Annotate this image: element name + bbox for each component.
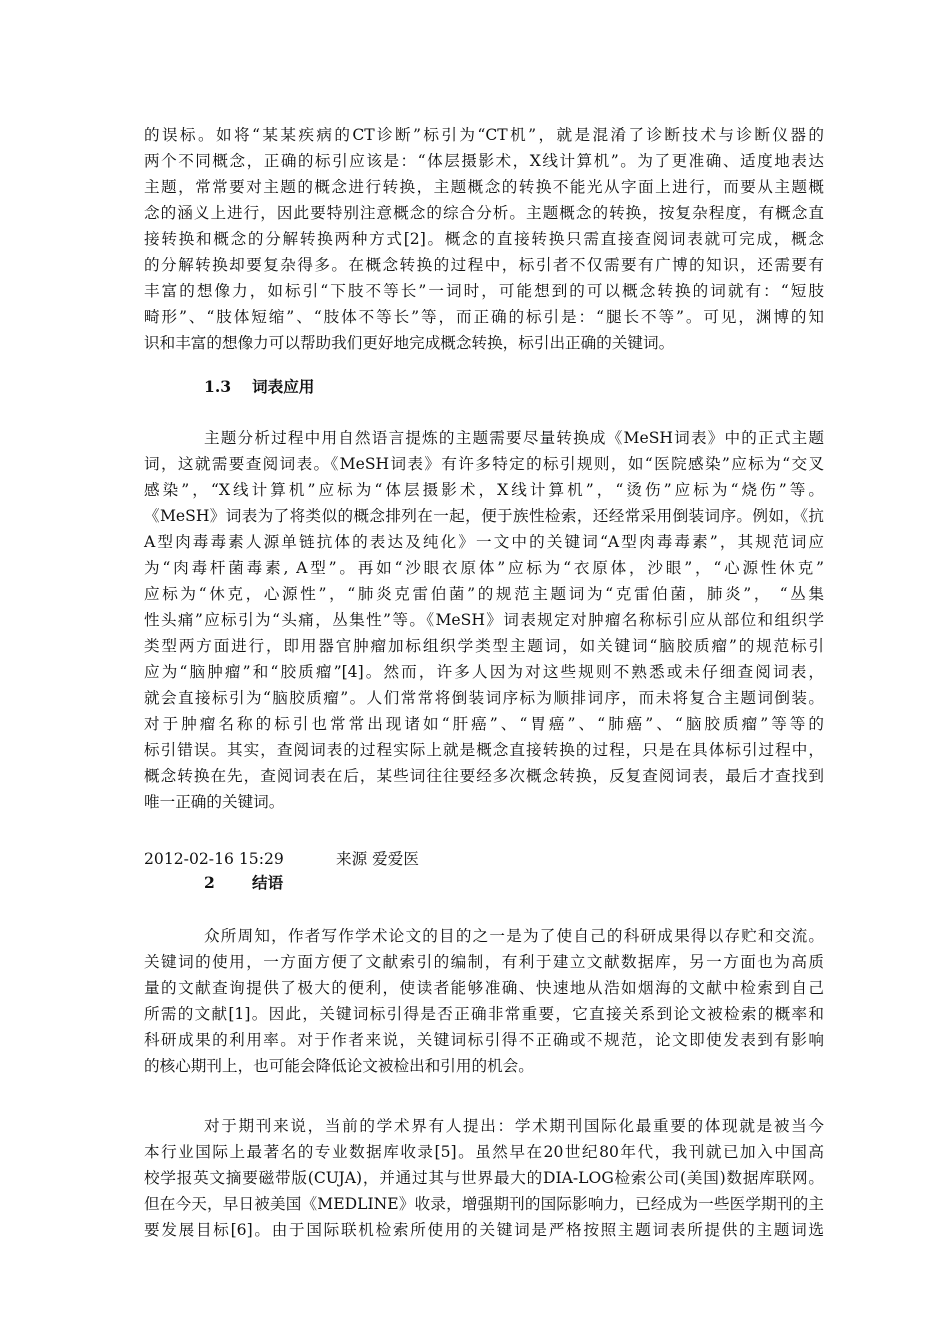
post-datetime: 2012-02-16 15:29 [144,850,284,868]
paragraph-2-line: 性头痛”应标引为“头痛，丛集性”等。《MeSH》词表规定对肿瘤名称标引应从部位和组织学 [144,611,824,629]
paragraph-1-line: 的分解转换却要复杂得多。在概念转换的过程中，标引者不仅需要有广博的知识，还需要有 [144,256,824,274]
section-number: 2 [204,873,215,892]
paragraph-1-line: 主题，常常要对主题的概念进行转换，主题概念的转换不能光从字面上进行，而要从主题概 [144,178,824,196]
paragraph-3-line: 的核心期刊上，也可能会降低论文被检出和引用的机会。 [144,1057,534,1075]
section-number: 1.3 [204,377,232,396]
paragraph-2-line: 词，这就需要查阅词表。《MeSH词表》有许多特定的标引规则，如“医院感染”应标为“交叉 [144,455,824,473]
paragraph-2-line: 标引错误。其实，查阅词表的过程实际上就是概念直接转换的过程，只是在具体标引过程中， [144,741,824,759]
paragraph-3-line: 关键词的使用，一方面方便了文献索引的编制，有利于建立文献数据库，另一方面也为高质 [144,953,824,971]
paragraph-3-line: 科研成果的利用率。对于作者来说，关键词标引得不正确或不规范，论文即使发表到有影响 [144,1031,824,1049]
section-heading-1-3 [204,376,314,398]
paragraph-2-line: 唯一正确的关键词。 [144,793,285,811]
paragraph-1-line: 畸形”、“肢体短缩”、“肢体不等长”等，而正确的标引是：“腿长不等”。可见，渊博的知 [144,308,824,326]
paragraph-2-line: 《MeSH》词表为了将类似的概念排列在一起，便于族性检索，还经常采用倒装词序。例如，《抗 [144,507,824,525]
paragraph-2-line: A型肉毒毒素人源单链抗体的表达及纯化》一文中的关键词“A型肉毒毒素”，其规范词应 [144,533,824,551]
paragraph-2-line: 类型两方面进行，即用器官肿瘤加标组织学类型主题词，如关键词“脑胶质瘤”的规范标引 [144,637,824,655]
paragraph-1-line: 念的涵义上进行，因此要特别注意概念的综合分析。主题概念的转换，按复杂程度，有概念直 [144,204,824,222]
paragraph-3-line: 所需的文献[1]。因此，关键词标引得是否正确非常重要，它直接关系到论文被检索的概率和 [144,1005,824,1023]
paragraph-2-line: 就会直接标引为“脑胶质瘤”。人们常常将倒装词序标为顺排词序，而未将复合主题词倒装。 [144,689,824,707]
paragraph-4-line: 但在今天，早日被美国《MEDLINE》收录，增强期刊的国际影响力，已经成为一些医学期刊的主 [144,1195,824,1213]
paragraph-4-line: 本行业国际上最著名的专业数据库收录[5]。虽然早在20世纪80年代，我刊就已加入中国高 [144,1143,824,1161]
section-heading-2 [204,872,283,894]
paragraph-3-line: 众所周知，作者写作学术论文的目的之一是为了使自己的科研成果得以存贮和交流。 [204,927,824,945]
paragraph-2-line: 主题分析过程中用自然语言提炼的主题需要尽量转换成《MeSH词表》中的正式主题 [204,429,824,447]
paragraph-3-line: 量的文献查询提供了极大的便利，使读者能够准确、快速地从浩如烟海的文献中检索到自己 [144,979,824,997]
paragraph-4-line: 对于期刊来说，当前的学术界有人提出：学术期刊国际化最重要的体现就是被当今 [204,1117,824,1135]
paragraph-1-line: 接转换和概念的分解转换两种方式[2]。概念的直接转换只需直接查阅词表就可完成，概念 [144,230,824,248]
paragraph-2-line: 为“肉毒杆菌毒素, A型”。再如“沙眼衣原体”应标为“衣原体，沙眼”，“心源性休克” [144,559,824,577]
section-title: 结语 [252,873,284,892]
paragraph-4-line: 校学报英文摘要磁带版(CUJA)，并通过其与世界最大的DIA-LOG检索公司(美国)数据库联网。 [144,1169,824,1187]
paragraph-2-line: 概念转换在先，查阅词表在后，某些词往往要经多次概念转换，反复查阅词表，最后才查找到 [144,767,824,785]
paragraph-2-line: 应为“脑肿瘤”和“胶质瘤”[4]。然而，许多人因为对这些规则不熟悉或未仔细查阅词表， [144,663,824,681]
paragraph-1-line: 的误标。如将“某某疾病的CT诊断”标引为“CT机”，就是混淆了诊断技术与诊断仪器的 [144,126,824,144]
post-meta [144,848,419,870]
paragraph-1-line: 丰富的想像力，如标引“下肢不等长”一词时，可能想到的可以概念转换的词就有：“短肢 [144,282,824,300]
paragraph-1-line: 两个不同概念，正确的标引应该是：“体层摄影术，X线计算机”。为了更准确、适度地表达 [144,152,824,170]
post-source: 来源 爱爱医 [336,850,419,868]
section-title: 词表应用 [252,377,315,396]
paragraph-1-line: 识和丰富的想像力可以帮助我们更好地完成概念转换，标引出正确的关键词。 [144,334,675,352]
paragraph-4-line: 要发展目标[6]。由于国际联机检索所使用的关键词是严格按照主题词表所提供的主题词选 [144,1221,824,1239]
paragraph-2-line: 感染”，“X线计算机”应标为“体层摄影术，X线计算机”，“烫伤”应标为“烧伤”等。 [144,481,824,499]
paragraph-2-line: 应标为“休克，心源性”，“肺炎克雷伯菌”的规范主题词为“克雷伯菌，肺炎”， “丛集 [144,585,824,603]
paragraph-2-line: 对于肿瘤名称的标引也常常出现诸如“肝癌”、“胃癌”、“肺癌”、“脑胶质瘤”等等的 [144,715,824,733]
